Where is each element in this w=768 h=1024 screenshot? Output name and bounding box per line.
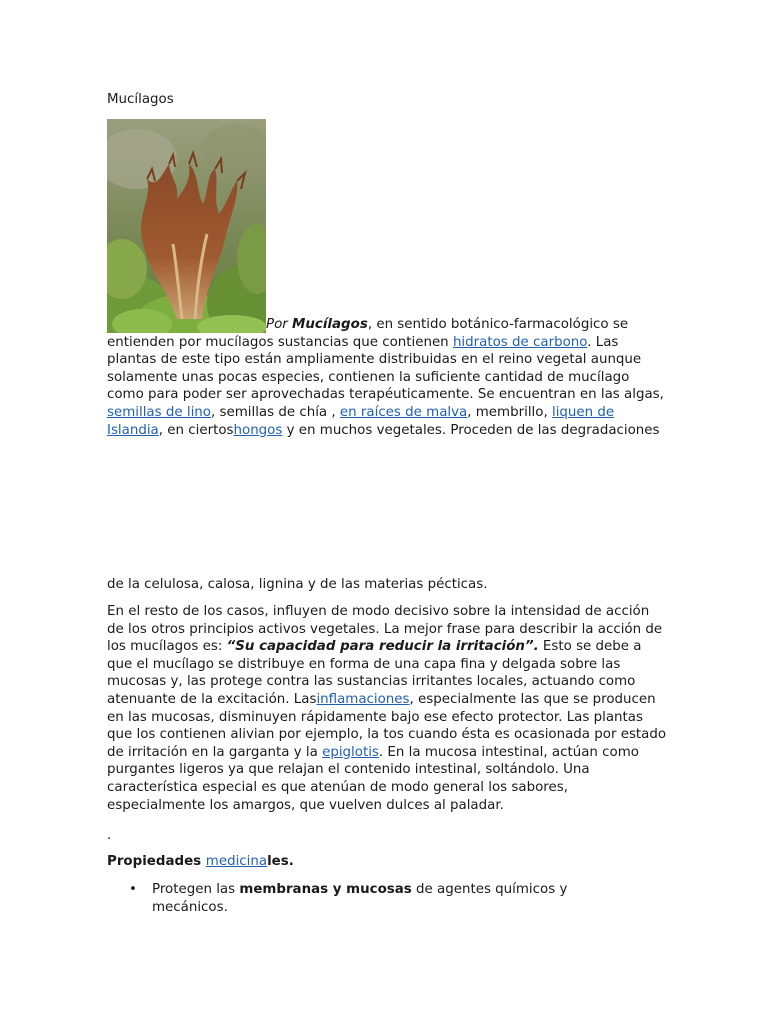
lichen-photo (107, 119, 266, 333)
intro-text-3: , semillas de chía , (210, 404, 340, 420)
link-hongos[interactable]: hongos (233, 422, 283, 438)
separator-dot: . (107, 828, 112, 843)
main-text-3: , especialmente las que se producen en las mucosas, disminuyen rápidamente bajo ese efecto protector. Las plantas que los contienen alivian por ejemplo, la tos cuando ésta es ocasionada por estado de irritación en la garganta y la (107, 691, 667, 760)
properties-heading-part-2: les. (267, 854, 294, 869)
main-text-4: . En la mucosa intestinal, actúan como purgantes ligeros ya que relajan el contenido intestinal, soltándolo. Una característica especial es que atenúan de modo general los sabores, especialmente los amargos, que vuelven dulces al paladar. (107, 744, 639, 813)
list-item-text-1: Protegen las (152, 882, 240, 897)
intro-paragraph (107, 316, 667, 439)
link-semillas-de-lino[interactable]: semillas de lino (107, 404, 211, 420)
continuation-paragraph: de la celulosa, calosa, lignina y de las materias pécticas. (107, 577, 488, 592)
link-epiglotis[interactable]: epiglotis (322, 744, 379, 760)
properties-heading (107, 853, 294, 871)
link-liquen-de-islandia[interactable]: liquen de Islandia (107, 404, 615, 438)
main-text-1: En el resto de los casos, influyen de modo decisivo sobre la intensidad de acción de los otros principios activos vegetales. La mejor frase para describir la acción de los mucílagos es: (107, 604, 663, 655)
list-item-text-2: de agentes químicos y mecánicos. (152, 882, 568, 915)
properties-list (107, 881, 667, 916)
link-raices-de-malva[interactable]: en raíces de malva (339, 404, 468, 420)
link-hidratos-de-carbono[interactable]: hidratos de carbono (452, 334, 588, 350)
intro-text-2: . Las plantas de este tipo están ampliamente distribuidas en el reino vegetal aunque solamente unas pocas especies, contienen la suficiente cantidad de mucílago como para poder ser aprovechadas terapéuticamente. Se encuentran en las algas, (107, 334, 664, 403)
intro-lead-italic: Por (266, 317, 293, 332)
link-medicina[interactable]: medicina (205, 854, 268, 869)
intro-text-6: y en muchos vegetales. Proceden de las degradaciones (282, 422, 660, 438)
list-item-bold: membranas y mucosas (239, 882, 412, 897)
bullet-icon: • (129, 882, 137, 897)
intro-term: Mucílagos (292, 317, 368, 332)
main-text-2: Esto se debe a que el mucílago se distribuye en forma de una capa fina y delgada sobre las mucosas y, las protege contra las sustancias irritantes locales, actuando como atenuante de la excitación. Las (107, 639, 642, 707)
list-item (107, 881, 622, 916)
intro-text-1: , en sentido botánico-farmacológico se entienden por mucílagos sustancias que contienen (107, 317, 629, 350)
document-title: Mucílagos (107, 92, 174, 107)
intro-text-4: , membrillo, (467, 404, 552, 420)
properties-heading-part-1: Propiedades (107, 854, 206, 869)
link-inflamaciones[interactable]: inflamaciones (316, 691, 410, 707)
intro-section (107, 119, 667, 439)
main-quote: “Su capacidad para reducir la irritación”. (226, 639, 539, 655)
main-paragraph (107, 603, 667, 814)
intro-text-5: , en ciertos (158, 422, 234, 438)
